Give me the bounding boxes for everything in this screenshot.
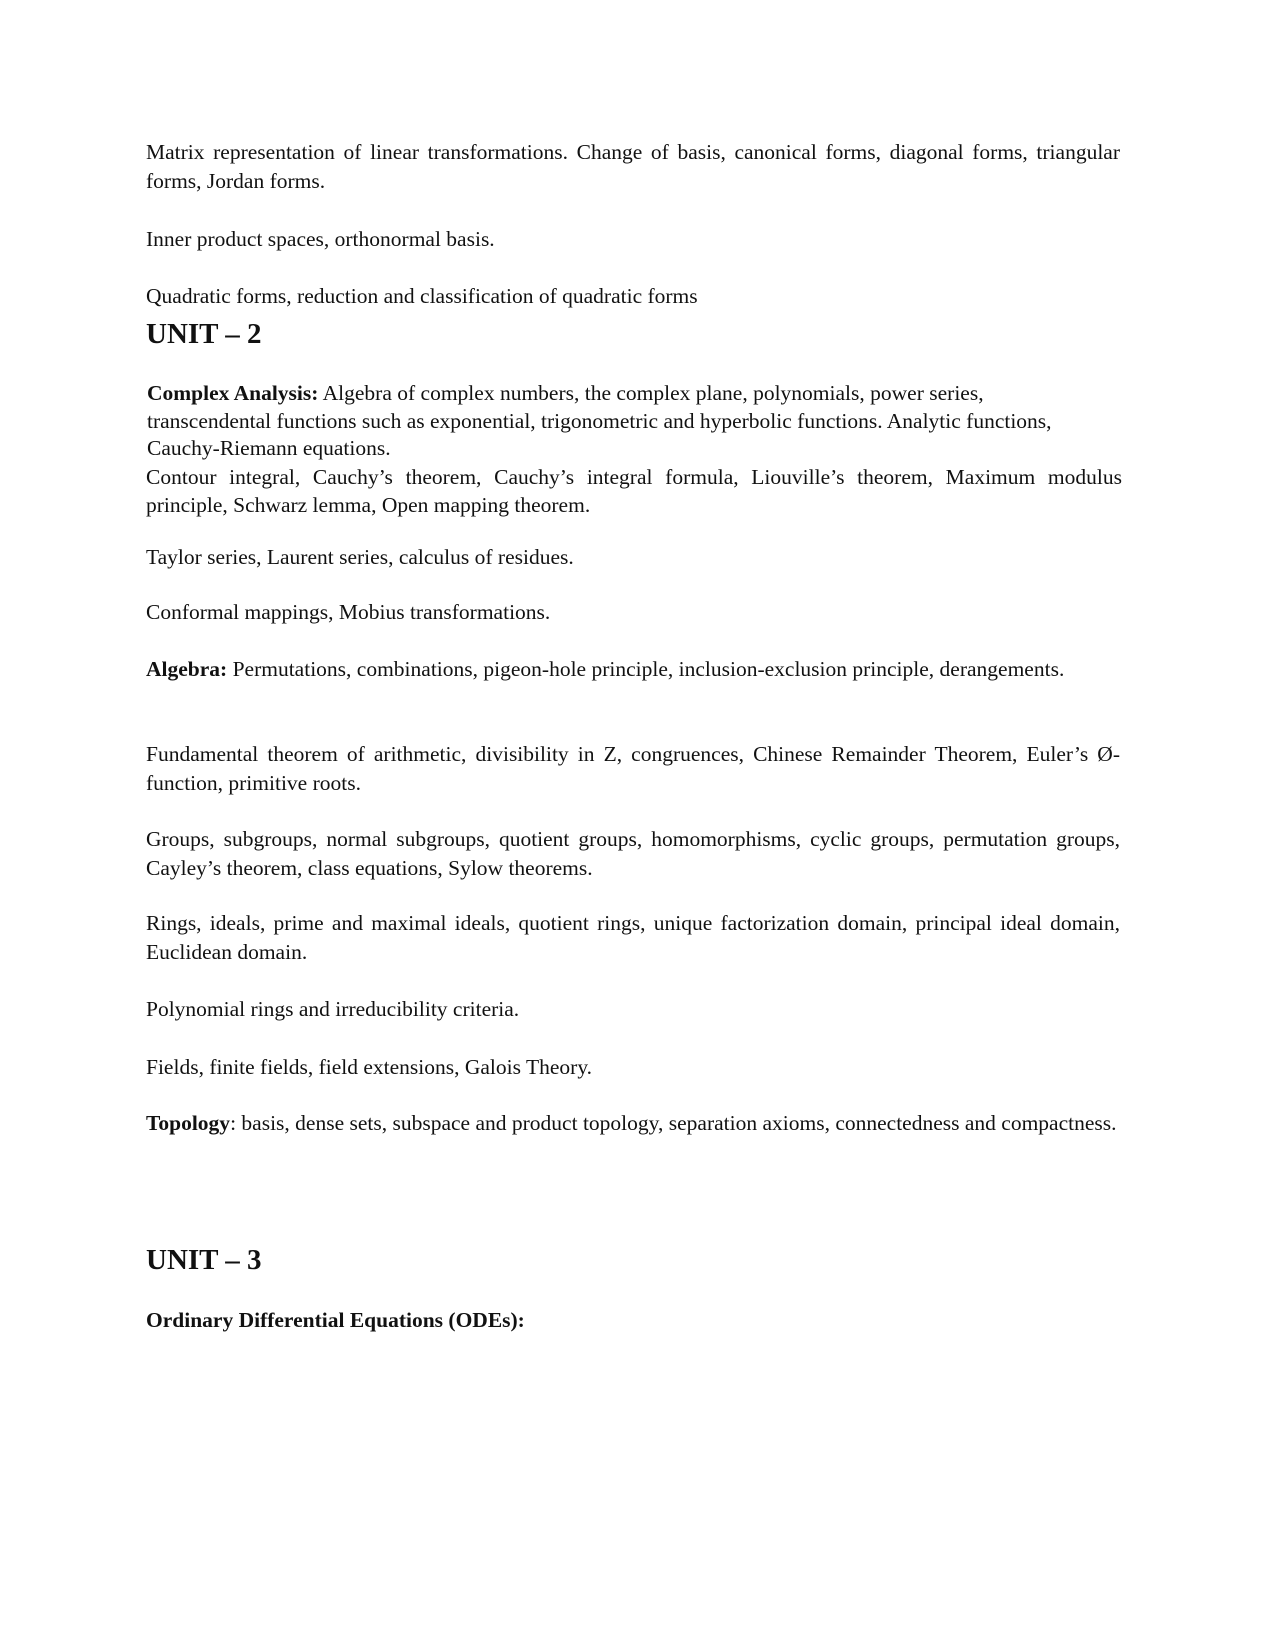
matrix-paragraph: Matrix representation of linear transformations. Change of basis, canonical forms, diagonal forms, triangular forms, Jordan forms. — [146, 140, 1120, 193]
complex-analysis-paragraph — [147, 380, 1082, 463]
topology-paragraph — [146, 1109, 1120, 1138]
topology-label: Topology — [146, 1111, 231, 1135]
fundamental-theorem-paragraph: Fundamental theorem of arithmetic, divisibility in Z, congruences, Chinese Remainder Theorem, Euler’s Ø- function, primitive roots. — [146, 742, 1120, 795]
topology-text: : basis, dense sets, subspace and product topology, separation axioms, connectedness and compactness. — [230, 1111, 1117, 1135]
unit-3-heading: UNIT – 3 — [146, 1244, 262, 1276]
inner-product-paragraph: Inner product spaces, orthonormal basis. — [146, 227, 495, 251]
polynomial-paragraph: Polynomial rings and irreducibility criteria. — [146, 997, 520, 1021]
algebra-paragraph — [146, 655, 1120, 684]
conformal-paragraph: Conformal mappings, Mobius transformations. — [146, 600, 551, 624]
complex-analysis-label: Complex Analysis: — [147, 381, 319, 405]
fields-paragraph: Fields, finite fields, field extensions, Galois Theory. — [146, 1055, 593, 1079]
rings-paragraph: Rings, ideals, prime and maximal ideals, quotient rings, unique factorization domain, principal ideal domain, Euclidean domain. — [146, 911, 1120, 964]
contour-paragraph: Contour integral, Cauchy’s theorem, Cauchy’s integral formula, Liouville’s theorem, Maximum modulus principle, Schwarz lemma, Open mapping theorem. — [146, 465, 1122, 517]
unit-2-heading: UNIT – 2 — [146, 318, 262, 350]
algebra-text: Permutations, combinations, pigeon-hole principle, inclusion-exclusion principle, derangements. — [227, 657, 1065, 681]
groups-paragraph: Groups, subgroups, normal subgroups, quotient groups, homomorphisms, cyclic groups, permutation groups, Cayley’s theorem, class equations, Sylow theorems. — [146, 827, 1120, 880]
ode-heading: Ordinary Differential Equations (ODEs): — [146, 1308, 525, 1332]
complex-analysis-text: Algebra of complex numbers, the complex plane, polynomials, power series, transcendental functions such as exponential, trigonometric and hyperbolic functions. Analytic functions, Cauchy-Riemann equations. — [147, 381, 1052, 460]
taylor-paragraph: Taylor series, Laurent series, calculus of residues. — [146, 545, 574, 569]
quadratic-paragraph: Quadratic forms, reduction and classification of quadratic forms — [146, 284, 698, 308]
algebra-label: Algebra: — [146, 657, 228, 681]
